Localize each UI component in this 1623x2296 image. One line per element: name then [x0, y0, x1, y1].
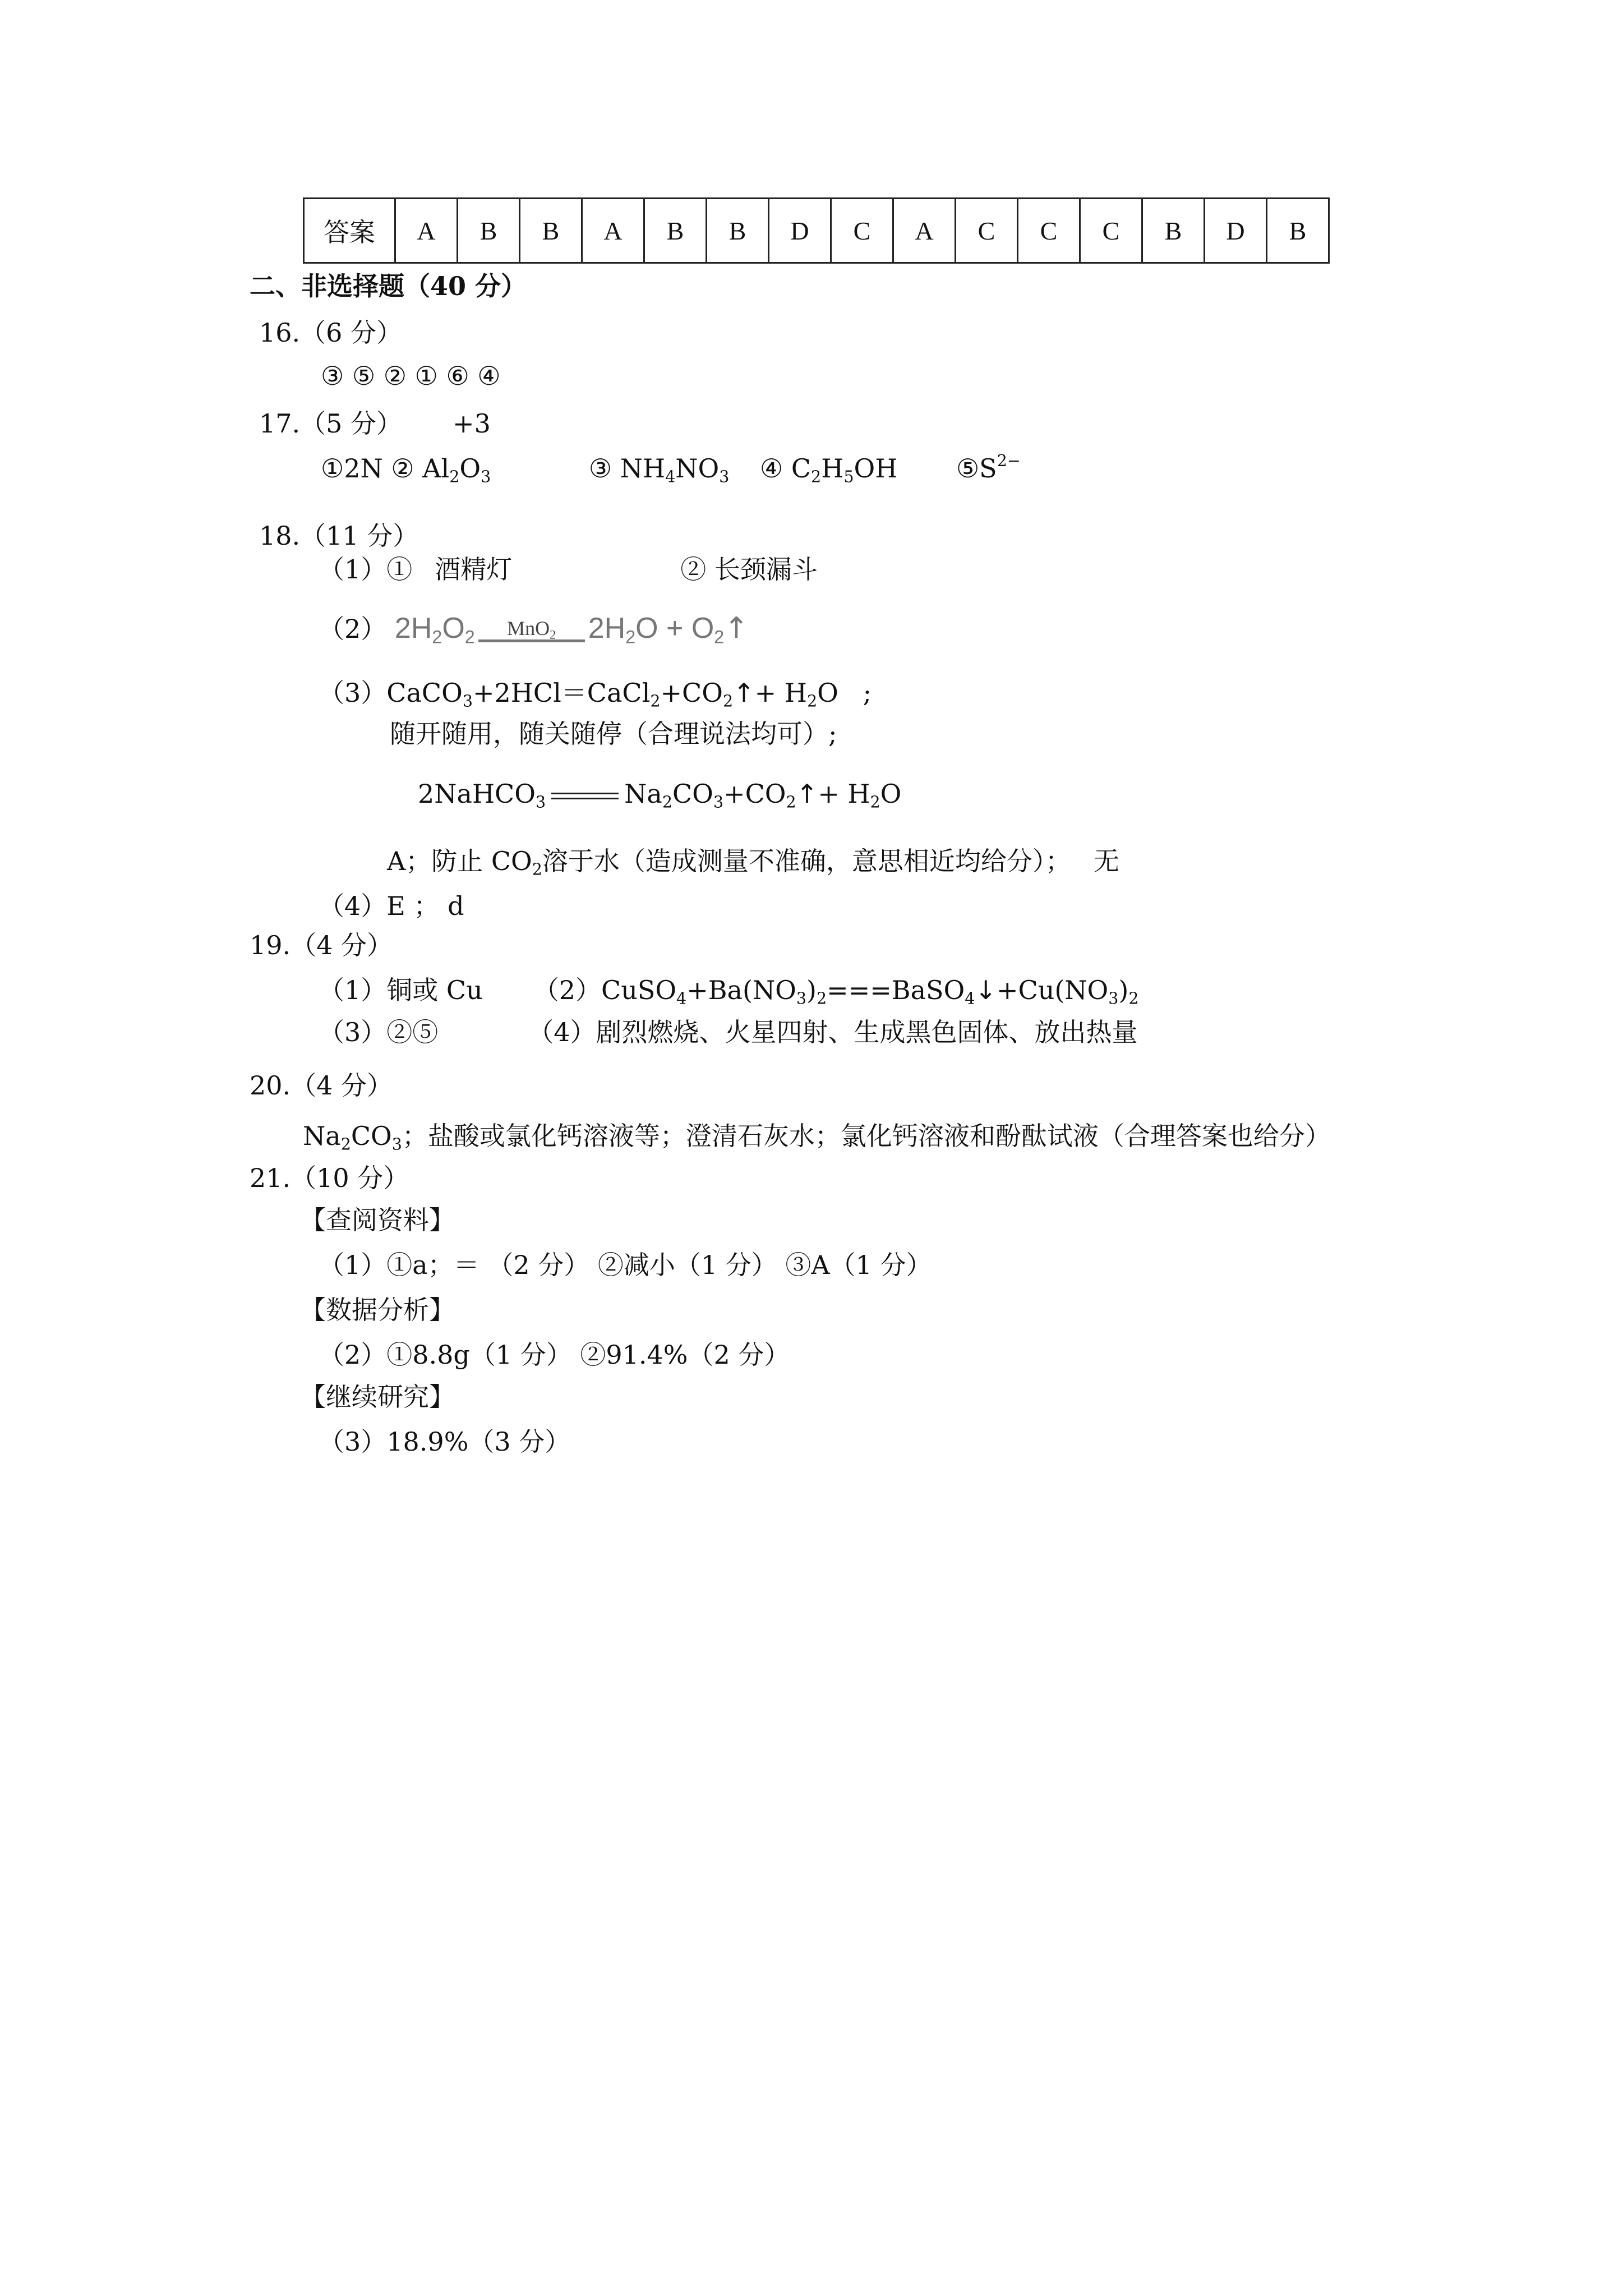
- q21-heading-reference: 【查阅资料】: [300, 1205, 455, 1235]
- q21-number: 21.（10 分）: [250, 1163, 409, 1193]
- h2o2-decomposition-equation: $2H_2O_2$ MnO$_2$ $2H_2O$ + $O_2↑$: [394, 611, 749, 647]
- answer-row: [304, 199, 1329, 263]
- q17-a2: ② $Al_2O_3$: [391, 453, 491, 486]
- q19-number: 19.（4 分）: [250, 930, 393, 960]
- q19-part3: （3）②⑤: [319, 1017, 439, 1047]
- answer-cell: A: [893, 199, 956, 263]
- q18-nahco3-equation: 2NaHCO$_3$ $Na_2CO_3+CO_2↑+ H_2O$: [418, 779, 902, 812]
- q18-part3-note: 随开随用，随关随停（合理说法均可）;: [390, 719, 837, 749]
- q21-line3: （3）18.9%（3 分）: [319, 1427, 571, 1457]
- section-title: 二、非选择题（40 分）: [250, 271, 527, 301]
- q19-part4: （4）剧烈燃烧、火星四射、生成黑色固体、放出热量: [528, 1017, 1138, 1047]
- q16-answer: ③ ⑤ ② ① ⑥ ④: [321, 361, 501, 391]
- answer-cell: B: [707, 199, 769, 263]
- answer-cell: B: [1142, 199, 1205, 263]
- q17-valence: +3: [453, 408, 491, 439]
- answer-cell: C: [1080, 199, 1142, 263]
- q20-number: 20.（4 分）: [250, 1070, 393, 1101]
- answer-cell: D: [1205, 199, 1267, 263]
- answer-cell: A: [395, 199, 458, 263]
- q18-part1: （1）① 酒精灯 ② 长颈漏斗: [319, 554, 818, 585]
- answer-cell: C: [831, 199, 893, 263]
- q18-number: 18.（11 分）: [259, 521, 419, 551]
- q20-answer: $Na_2CO_3$；盐酸或氯化钙溶液等；澄清石灰水；氯化钙溶液和酚酞试液（合理答案也给分）: [303, 1121, 1331, 1154]
- q18-part2: （2） $2H_2O_2$ MnO$_2$ $2H_2O$ + $O_2↑$: [319, 611, 749, 647]
- answer-cell: B: [1267, 199, 1329, 263]
- catalyst-label: MnO$_2$: [478, 618, 585, 642]
- q18-part4: （4）E ； d: [319, 891, 464, 921]
- answer-cell: C: [1018, 199, 1080, 263]
- answer-cell: B: [644, 199, 707, 263]
- answer-table: [303, 197, 1330, 264]
- q21-heading-analysis: 【数据分析】: [300, 1295, 455, 1325]
- q17-number: [259, 407, 491, 440]
- q21-heading-research: 【继续研究】: [300, 1382, 455, 1412]
- q16-number: 16.（6 分）: [259, 318, 403, 348]
- answer-header: 答案: [304, 199, 395, 263]
- q17-number-text: 17.（5 分）: [259, 408, 403, 439]
- q17-a3: ③ $NH_4NO_3$: [588, 453, 730, 486]
- q17-a1: ①2N: [321, 453, 383, 484]
- q18-part3-reason: A；防止 $CO_2$溶于水（造成测量不准确，意思相近均给分）； 无: [387, 846, 1119, 879]
- q17-a5: $⑤S^{2-}$: [956, 452, 1021, 484]
- q21-line2: （2）①8.8g（1 分） ②91.4%（2 分）: [319, 1340, 790, 1370]
- q17-answers: [321, 452, 1021, 485]
- answer-cell: B: [458, 199, 520, 263]
- answer-cell: C: [956, 199, 1018, 263]
- answer-cell: B: [520, 199, 582, 263]
- q17-a4: ④ $C_2H_5OH$: [759, 453, 898, 486]
- q18-long-neck-funnel: 长颈漏斗: [714, 554, 818, 585]
- q21-line1: （1）①a；＝ （2 分） ②减小（1 分） ③A（1 分）: [319, 1250, 932, 1280]
- q19-part1: （1）铜或 Cu: [319, 975, 483, 1005]
- q19-line1: （1）铜或 Cu $(2)CuSO_4+Ba(NO_3)_2===BaSO_4↓+Cu(NO_3)_2$: [319, 975, 1139, 1008]
- answer-cell: A: [582, 199, 644, 263]
- q18-part3-eq: $(3)CaCO_3+2HCl=CaCl_2+CO_2↑+ H_2O$ ;: [319, 678, 872, 711]
- q18-alcohol-lamp: 酒精灯: [435, 554, 513, 585]
- answer-cell: D: [769, 199, 831, 263]
- q19-line2: [319, 1015, 1138, 1049]
